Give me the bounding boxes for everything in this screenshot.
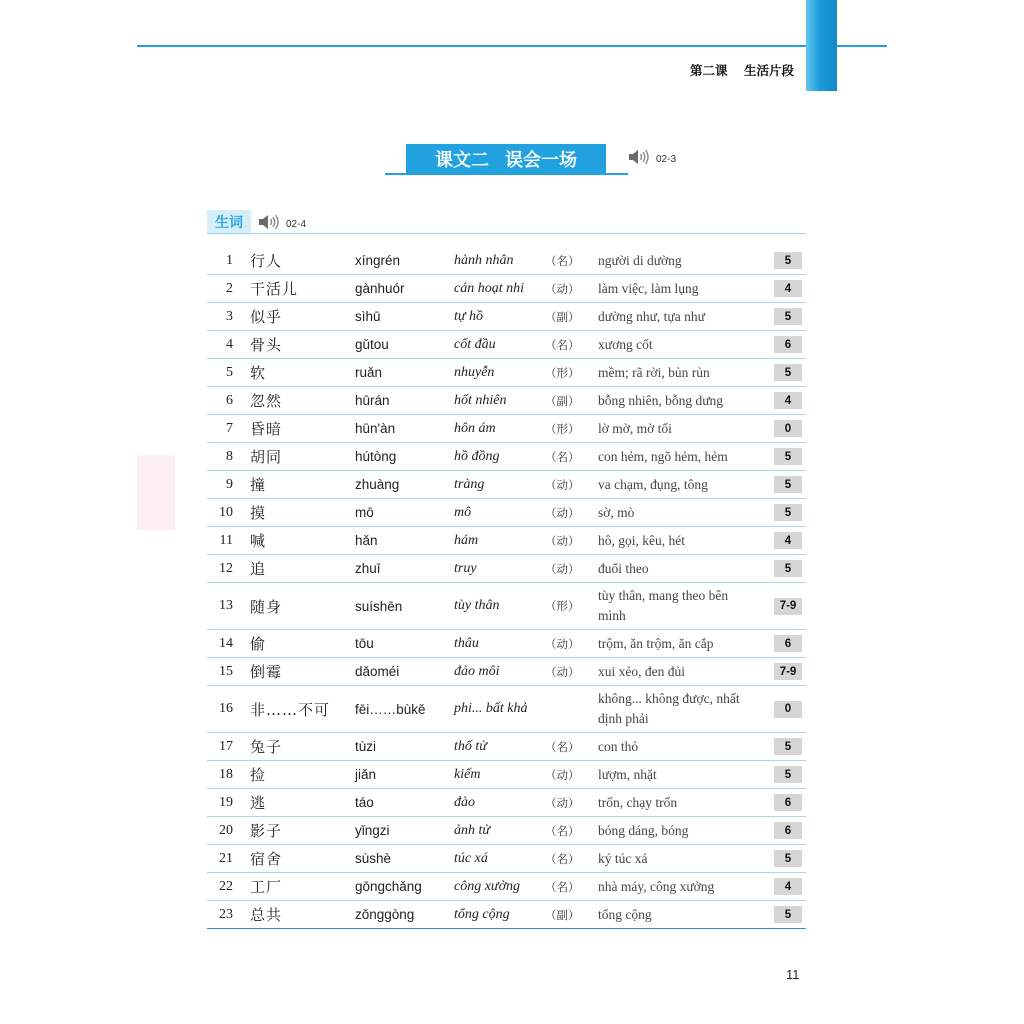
vocab-hanzi: 工厂: [250, 878, 283, 896]
vocab-meaning: sờ, mò: [598, 504, 635, 520]
vocab-pinyin: suíshēn: [355, 598, 403, 614]
vocab-hanzi: 总共: [250, 906, 283, 924]
vocab-number: 2: [226, 280, 233, 296]
vocab-number: 23: [219, 906, 233, 922]
vocab-pinyin: zǒnggòng: [355, 907, 415, 922]
vocab-level-cell: [768, 850, 806, 867]
vocab-hanzi: 随身: [250, 597, 283, 616]
vocab-number: 5: [226, 364, 233, 380]
vocab-level-badge: 7-9: [774, 663, 802, 680]
vocab-hanzi: 软: [250, 364, 267, 382]
vocab-level-badge: 6: [774, 635, 802, 652]
vocab-level-cell: [768, 532, 806, 549]
vocab-row: [207, 901, 806, 929]
vocab-part-of-speech: （名）: [545, 339, 580, 352]
vocab-meaning: người di dường: [598, 252, 682, 268]
vocab-level-badge: 5: [774, 448, 802, 465]
chapter-tab: [806, 0, 837, 91]
vocab-row: [207, 733, 806, 761]
vocab-meaning: hô, gọi, kêu, hét: [598, 532, 685, 548]
vocab-number: 8: [226, 448, 233, 464]
vocab-meaning: tùy thân, mang theo bên mình: [598, 588, 729, 623]
vocab-number: 10: [219, 504, 233, 520]
vocab-part-of-speech: （动）: [545, 283, 580, 296]
vocab-pinyin: sìhū: [355, 309, 381, 324]
vocab-hanzi: 骨头: [250, 336, 283, 354]
vocab-row: [207, 817, 806, 845]
vocab-pinyin: zhuàng: [355, 477, 400, 492]
vocab-number: 11: [219, 532, 233, 548]
vocab-number: 9: [226, 476, 233, 492]
vocab-hanzi: 行人: [250, 252, 283, 270]
vocab-sino-vietnamese: hành nhân: [454, 252, 514, 268]
page-number: 11: [786, 967, 800, 982]
vocab-level-cell: [768, 476, 806, 493]
vocab-section-rule: [207, 233, 806, 234]
vocab-part-of-speech: （形）: [545, 367, 580, 380]
vocab-sino-vietnamese: phi... bất khả: [454, 701, 528, 716]
vocab-hanzi: 偷: [250, 635, 267, 653]
vocab-row: [207, 583, 806, 630]
vocab-sino-vietnamese: kiếm: [454, 766, 481, 782]
vocab-section-label: 生词: [207, 210, 251, 233]
vocab-row: [207, 359, 806, 387]
vocab-pinyin: hǎn: [355, 533, 378, 548]
title-audio: [628, 149, 676, 165]
vocab-pinyin: hútòng: [355, 449, 397, 464]
vocab-level-cell: [768, 635, 806, 652]
vocab-hanzi: 撞: [250, 476, 267, 494]
vocab-part-of-speech: （形）: [545, 423, 580, 436]
vocab-number: 4: [226, 336, 233, 352]
vocab-row: [207, 387, 806, 415]
vocab-sino-vietnamese: thâu: [454, 635, 479, 651]
vocab-row: [207, 761, 806, 789]
vocab-part-of-speech: （名）: [545, 881, 580, 894]
text-title-name: 误会一场: [505, 149, 577, 171]
vocab-number: 14: [219, 635, 233, 651]
vocab-level-badge: 5: [774, 906, 802, 923]
vocab-part-of-speech: （形）: [545, 601, 580, 613]
vocab-hanzi: 干活儿: [250, 280, 299, 298]
vocab-part-of-speech: （名）: [545, 255, 580, 268]
vocab-pinyin: gǔtou: [355, 337, 389, 352]
vocab-row: [207, 658, 806, 686]
vocab-row: [207, 247, 806, 275]
vocab-level-cell: [768, 392, 806, 409]
vocab-pinyin: fēi……bùkě: [355, 701, 426, 717]
vocab-meaning: lượm, nhặt: [598, 766, 657, 782]
vocab-level-cell: [768, 663, 806, 680]
vocab-number: 17: [219, 738, 233, 754]
vocab-level-cell: [768, 906, 806, 923]
vocab-row: [207, 471, 806, 499]
vocab-part-of-speech: （名）: [545, 853, 580, 866]
vocab-level-badge: 4: [774, 878, 802, 895]
audio-track-code: 02-4: [286, 219, 307, 230]
vocab-level-badge: 5: [774, 766, 802, 783]
vocab-meaning: bóng dáng, bóng: [598, 822, 689, 838]
vocab-number: 21: [219, 850, 233, 866]
vocab-hanzi: 追: [250, 560, 267, 578]
vocab-meaning: xui xẻo, đen đủi: [598, 663, 685, 679]
vocab-sino-vietnamese: tự hồ: [454, 308, 484, 324]
vocab-hanzi: 喊: [250, 532, 267, 550]
vocab-sino-vietnamese: tổng cộng: [454, 906, 510, 922]
vocab-row: [207, 845, 806, 873]
vocab-level-badge: 5: [774, 560, 802, 577]
vocab-part-of-speech: （动）: [545, 638, 580, 651]
vocab-row: [207, 303, 806, 331]
vocab-row: [207, 630, 806, 658]
vocab-part-of-speech: （副）: [545, 395, 580, 408]
vocab-row: [207, 443, 806, 471]
vocab-pinyin: zhuī: [355, 561, 381, 576]
vocab-meaning: ký túc xá: [598, 850, 648, 866]
vocab-sino-vietnamese: nhuyễn: [454, 364, 495, 380]
vocab-hanzi: 似乎: [250, 308, 283, 326]
vocab-level-cell: [768, 280, 806, 297]
vocab-meaning: tổng cộng: [598, 906, 652, 922]
vocab-level-cell: [768, 878, 806, 895]
vocab-level-cell: [768, 504, 806, 521]
vocab-hanzi: 忽然: [250, 392, 283, 410]
vocab-number: 13: [219, 598, 233, 613]
vocab-meaning: con hẻm, ngõ hẻm, hẻm: [598, 448, 728, 464]
text-title-number: 课文二: [435, 149, 489, 171]
vocab-number: 7: [226, 420, 233, 436]
vocab-hanzi: 摸: [250, 504, 267, 522]
vocab-part-of-speech: （名）: [545, 451, 580, 464]
vocab-meaning: trộm, ăn trộm, ăn cắp: [598, 635, 714, 651]
vocab-level-badge: 6: [774, 336, 802, 353]
vocab-level-badge: 6: [774, 822, 802, 839]
vocab-part-of-speech: （动）: [545, 479, 580, 492]
vocab-hanzi: 胡同: [250, 448, 283, 466]
vocab-level-cell: [768, 252, 806, 269]
vocab-level-badge: 5: [774, 850, 802, 867]
vocab-meaning: xương cốt: [598, 336, 653, 352]
vocab-sino-vietnamese: mô: [454, 504, 472, 520]
vocab-hanzi: 宿舍: [250, 850, 283, 868]
vocab-sino-vietnamese: công xưởng: [454, 878, 521, 894]
vocab-level-badge: 0: [774, 420, 802, 437]
vocab-hanzi: 影子: [250, 822, 283, 840]
speaker-icon: [258, 214, 280, 230]
vocab-level-badge: 5: [774, 504, 802, 521]
vocab-level-badge: 5: [774, 476, 802, 493]
vocab-level-cell: [768, 364, 806, 381]
vocab-part-of-speech: （名）: [545, 741, 580, 754]
vocab-table: [207, 247, 806, 929]
running-header-topic: 生活片段: [744, 63, 795, 78]
vocab-number: 12: [219, 560, 233, 576]
vocab-level-cell: [768, 766, 806, 783]
vocab-level-badge: 5: [774, 364, 802, 381]
vocab-sino-vietnamese: hám: [454, 532, 479, 548]
vocab-row: [207, 686, 806, 733]
vocab-level-badge: 5: [774, 252, 802, 269]
vocab-number: 20: [219, 822, 233, 838]
vocab-sino-vietnamese: cốt đầu: [454, 336, 496, 352]
vocab-pinyin: táo: [355, 795, 374, 810]
vocab-pinyin: mō: [355, 505, 374, 520]
vocab-sino-vietnamese: đào: [454, 794, 475, 810]
vocab-sino-vietnamese: ảnh tử: [454, 822, 491, 838]
vocab-pinyin: gànhuór: [355, 281, 405, 296]
vocab-level-badge: 4: [774, 280, 802, 297]
vocab-meaning: dường như, tựa như: [598, 308, 705, 324]
vocab-level-badge: 6: [774, 794, 802, 811]
vocab-level-badge: 0: [774, 701, 802, 718]
running-header-lesson: 第二课: [690, 63, 728, 78]
vocab-level-badge: 5: [774, 308, 802, 325]
vocab-level-cell: [768, 336, 806, 353]
audio-track-code: 02-3: [656, 154, 677, 165]
vocab-number: 3: [226, 308, 233, 324]
vocab-level-badge: 4: [774, 392, 802, 409]
vocab-pinyin: dǎoméi: [355, 664, 400, 679]
vocab-part-of-speech: （动）: [545, 666, 580, 679]
title-underline: [385, 173, 628, 175]
vocab-part-of-speech: （副）: [545, 909, 580, 922]
vocab-row: [207, 499, 806, 527]
vocab-pinyin: xíngrén: [355, 253, 401, 268]
vocab-pinyin: tōu: [355, 636, 374, 651]
vocab-level-cell: [768, 701, 806, 718]
vocab-row: [207, 789, 806, 817]
vocab-level-cell: [768, 822, 806, 839]
vocab-level-cell: [768, 738, 806, 755]
vocab-sino-vietnamese: tùy thân: [454, 598, 500, 613]
vocab-hanzi: 非……不可: [250, 700, 331, 719]
vocab-sino-vietnamese: hôn ám: [454, 420, 496, 436]
vocab-hanzi: 倒霉: [250, 663, 283, 681]
vocab-meaning: con thỏ: [598, 738, 639, 754]
vocab-level-cell: [768, 308, 806, 325]
vocab-pinyin: hūrán: [355, 393, 390, 408]
vocab-meaning: nhà máy, công xưởng: [598, 878, 715, 894]
vocab-sino-vietnamese: đảo môi: [454, 663, 500, 679]
vocab-row: [207, 331, 806, 359]
vocab-number: 16: [219, 701, 233, 716]
vocab-level-cell: [768, 598, 806, 615]
vocab-level-cell: [768, 420, 806, 437]
vocab-part-of-speech: （动）: [545, 769, 580, 782]
vocab-pinyin: gōngchǎng: [355, 879, 422, 894]
vocab-level-cell: [768, 560, 806, 577]
vocab-sino-vietnamese: cán hoạt nhi: [454, 280, 524, 296]
header-rule: [137, 45, 887, 47]
vocab-sino-vietnamese: túc xá: [454, 850, 488, 866]
vocab-row: [207, 873, 806, 901]
vocab-number: 19: [219, 794, 233, 810]
vocab-pinyin: jiǎn: [355, 767, 377, 782]
vocab-pinyin: ruǎn: [355, 365, 383, 380]
vocab-meaning: va chạm, đụng, tông: [598, 476, 708, 492]
vocab-meaning: lờ mờ, mờ tối: [598, 420, 672, 436]
vocab-level-badge: 7-9: [774, 598, 802, 615]
vocab-meaning: đuổi theo: [598, 560, 649, 576]
vocab-sino-vietnamese: hốt nhiên: [454, 392, 507, 408]
vocab-part-of-speech: （名）: [545, 825, 580, 838]
vocab-pinyin: tùzi: [355, 739, 377, 754]
vocab-level-badge: 5: [774, 738, 802, 755]
vocab-sino-vietnamese: thố tử: [454, 738, 487, 754]
vocab-row: [207, 555, 806, 583]
vocab-number: 22: [219, 878, 233, 894]
vocab-part-of-speech: （动）: [545, 797, 580, 810]
margin-block: [137, 455, 175, 530]
vocab-pinyin: sùshè: [355, 851, 392, 866]
vocab-hanzi: 捡: [250, 766, 267, 784]
vocab-number: 6: [226, 392, 233, 408]
vocab-number: 18: [219, 766, 233, 782]
vocab-pinyin: hūn'àn: [355, 421, 396, 436]
vocab-level-cell: [768, 448, 806, 465]
vocab-number: 1: [226, 252, 233, 268]
vocab-sino-vietnamese: hồ đồng: [454, 448, 500, 464]
vocab-sino-vietnamese: tràng: [454, 476, 485, 492]
vocab-row: [207, 275, 806, 303]
vocab-hanzi: 昏暗: [250, 420, 283, 438]
speaker-icon: [628, 149, 650, 165]
vocab-sino-vietnamese: truy: [454, 560, 477, 576]
vocab-meaning: bỗng nhiên, bỗng dưng: [598, 392, 724, 408]
vocab-meaning: mềm; rã rời, bủn rủn: [598, 364, 710, 380]
vocab-audio: [258, 214, 306, 230]
vocab-pinyin: yǐngzi: [355, 823, 390, 838]
vocab-part-of-speech: （副）: [545, 311, 580, 324]
text-title: [406, 144, 606, 173]
vocab-part-of-speech: （动）: [545, 563, 580, 576]
vocab-level-badge: 4: [774, 532, 802, 549]
vocab-hanzi: 兔子: [250, 738, 283, 756]
vocab-level-cell: [768, 794, 806, 811]
vocab-meaning: làm việc, làm lụng: [598, 280, 699, 296]
vocab-part-of-speech: （动）: [545, 535, 580, 548]
vocab-row: [207, 527, 806, 555]
vocab-meaning: trốn, chạy trốn: [598, 794, 678, 810]
vocab-meaning: không... không được, nhất dịnh phải: [598, 691, 740, 726]
vocab-number: 15: [219, 663, 233, 679]
vocab-hanzi: 逃: [250, 794, 267, 812]
vocab-row: [207, 415, 806, 443]
vocab-part-of-speech: （动）: [545, 507, 580, 520]
